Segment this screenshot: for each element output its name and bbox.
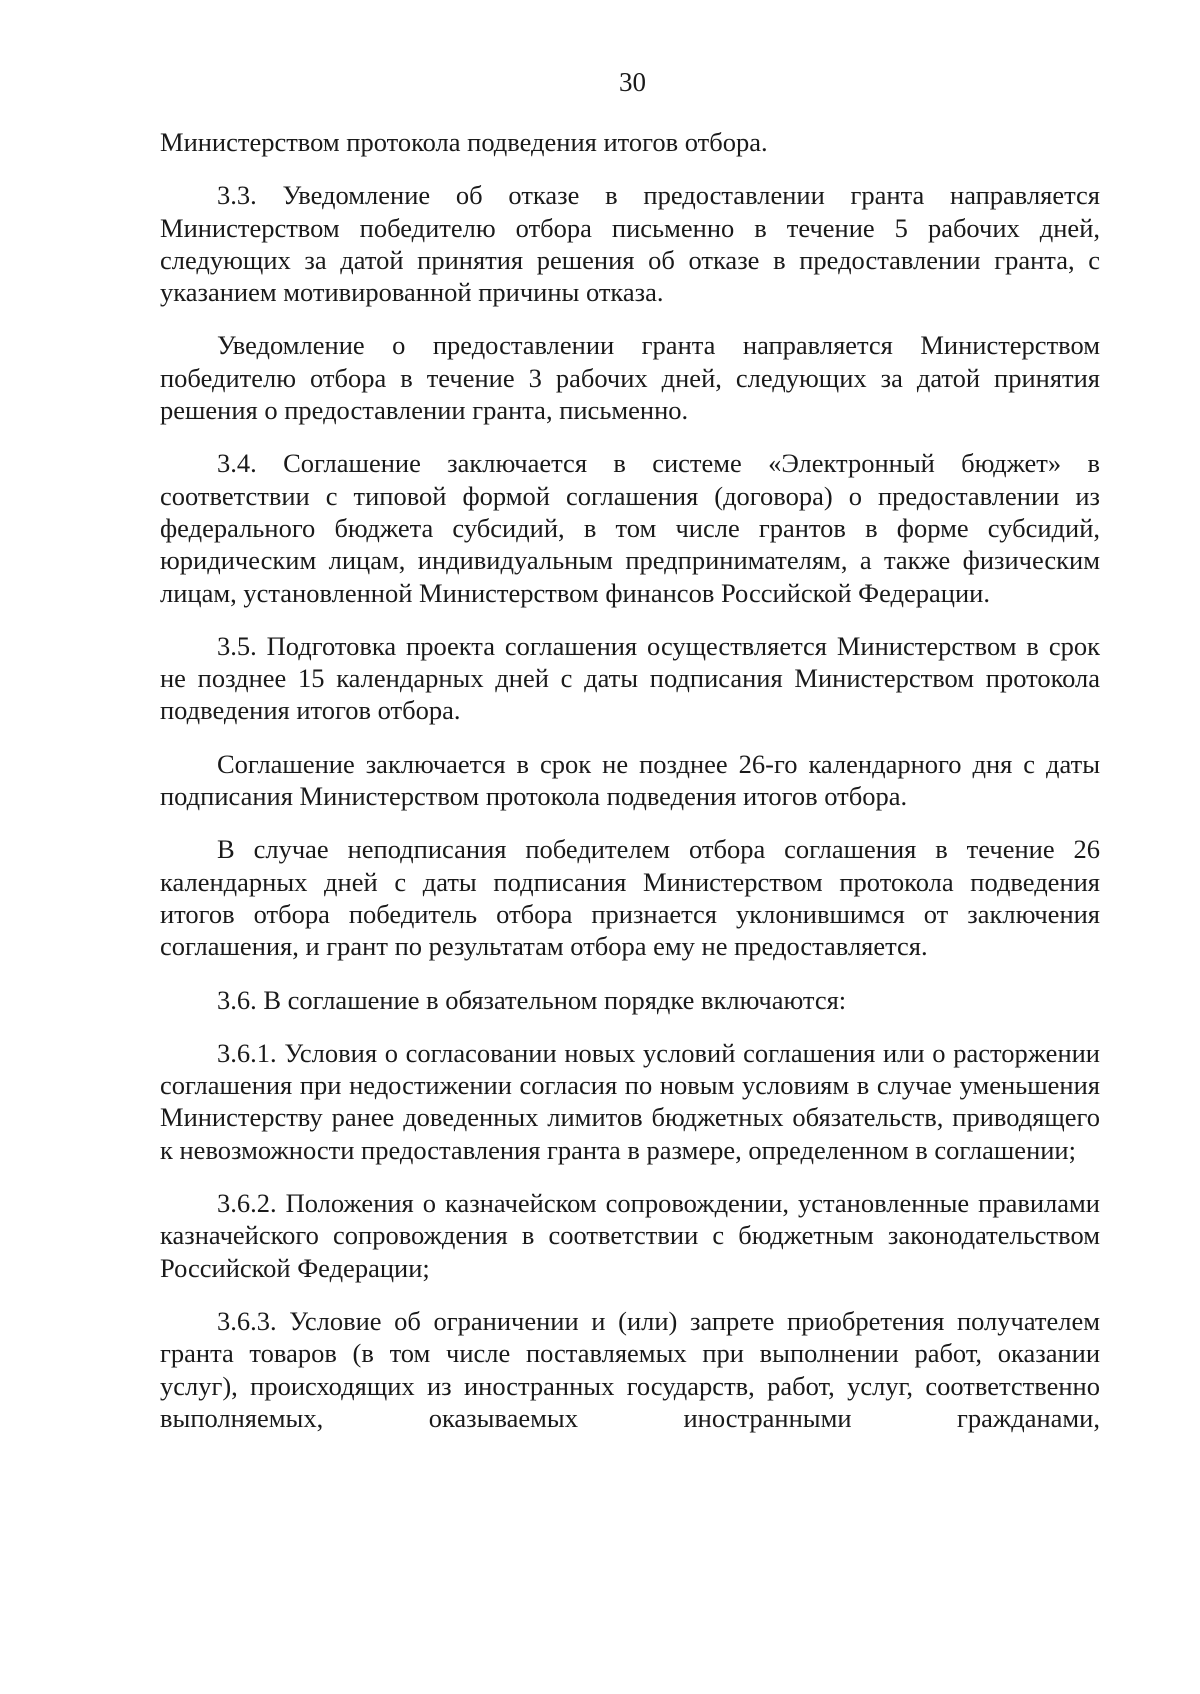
page-number: 30 bbox=[619, 67, 646, 97]
paragraph-3-3: 3.3. Уведомление об отказе в предоставлении гранта направляется Министерством победителю отбора письменно в течение 5 рабочих дней, следующих за датой принятия решения об отказе в предоставлении гранта, с указанием мотивированной причины отказа. bbox=[160, 180, 1100, 308]
paragraph-3-6-1: 3.6.1. Условия о согласовании новых условий соглашения или о расторжении соглашения при недостижении согласия по новым условиям в случае уменьшения Министерству ранее доведенных лимитов бюджетных обязательств, приводящего к невозможности предоставления гранта в размере, определенном в соглашении; bbox=[160, 1037, 1100, 1165]
paragraph-3-4: 3.4. Соглашение заключается в системе «Электронный бюджет» в соответствии с типовой формой соглашения (договора) о предоставлении из федерального бюджета субсидий, в том числе грантов в форме субсидий, юридическим лицам, индивидуальным предпринимателям, а также физическим лицам, установленной Министерством финансов Российской Федерации. bbox=[160, 448, 1100, 608]
paragraph-agreement-term: Соглашение заключается в срок не позднее 26-го календарного дня с даты подписания Министерством протокола подведения итогов отбора. bbox=[160, 748, 1100, 812]
paragraph-grant-notice: Уведомление о предоставлении гранта направляется Министерством победителю отбора в течение 3 рабочих дней, следующих за датой принятия решения о предоставлении гранта, письменно. bbox=[160, 330, 1100, 426]
document-body bbox=[160, 126, 1100, 1434]
paragraph-3-6: 3.6. В соглашение в обязательном порядке включаются: bbox=[217, 984, 847, 1015]
paragraph-3-6-2: 3.6.2. Положения о казначейском сопровождении, установленные правилами казначейского сопровождения в соответствии с бюджетным законодательством Российской Федерации; bbox=[160, 1188, 1100, 1283]
paragraph-non-signing: В случае неподписания победителем отбора соглашения в течение 26 календарных дней с даты подписания Министерством протокола подведения итогов отбора победитель отбора признается уклонившимся от заключения соглашения, и грант по результатам отбора ему не предоставляется. bbox=[160, 834, 1100, 962]
paragraph-3-5: 3.5. Подготовка проекта соглашения осуществляется Министерством в срок не позднее 15 календарных дней с даты подписания Министерством протокола подведения итогов отбора. bbox=[160, 630, 1100, 726]
paragraph-3-6-3: 3.6.3. Условие об ограничении и (или) запрете приобретения получателем гранта товаров (в том числе поставляемых при выполнении работ, оказании услуг), происходящих из иностранных государств, работ, услуг, соответственно выполняемых, оказываемых иностранными гражданами, bbox=[160, 1305, 1100, 1433]
paragraph-continuation: Министерством протокола подведения итогов отбора. bbox=[160, 127, 768, 157]
